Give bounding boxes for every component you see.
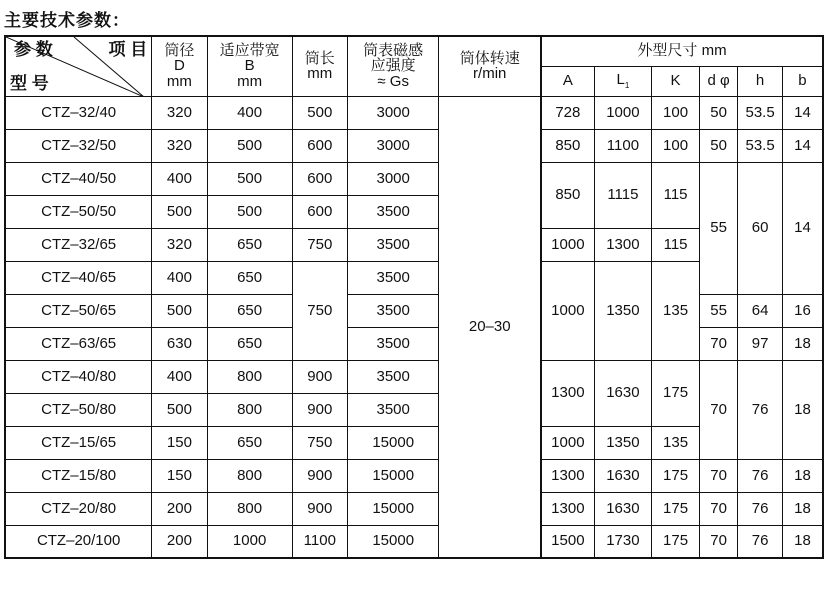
cell-field-strength: 3500 bbox=[347, 393, 438, 426]
cell-diameter: 630 bbox=[152, 327, 207, 360]
cell-diameter: 320 bbox=[152, 129, 207, 162]
cell-dim-h: 53.5 bbox=[738, 96, 783, 129]
cell-dim-a: 1000 bbox=[541, 426, 594, 459]
cell-dim-d: 55 bbox=[699, 162, 737, 294]
cell-dim-h: 53.5 bbox=[738, 129, 783, 162]
cell-field-strength: 3500 bbox=[347, 294, 438, 327]
cell-diameter: 320 bbox=[152, 228, 207, 261]
header-length: 筒长 mm bbox=[292, 36, 347, 96]
cell-dim-l1: 1630 bbox=[594, 459, 651, 492]
cell-dim-k: 115 bbox=[652, 162, 700, 228]
cell-length: 750 bbox=[292, 228, 347, 261]
cell-dim-b: 18 bbox=[782, 360, 823, 459]
cell-model: CTZ–40/80 bbox=[5, 360, 152, 393]
cell-dim-l1: 1100 bbox=[594, 129, 651, 162]
table-row bbox=[5, 327, 823, 360]
cell-belt-width: 500 bbox=[207, 195, 292, 228]
cell-field-strength: 3500 bbox=[347, 327, 438, 360]
cell-diameter: 500 bbox=[152, 294, 207, 327]
cell-dim-b: 18 bbox=[782, 525, 823, 558]
cell-field-strength: 3000 bbox=[347, 96, 438, 129]
cell-dim-a: 1300 bbox=[541, 459, 594, 492]
cell-model: CTZ–40/65 bbox=[5, 261, 152, 294]
cell-dim-l1: 1000 bbox=[594, 96, 651, 129]
cell-field-strength: 15000 bbox=[347, 459, 438, 492]
cell-diameter: 500 bbox=[152, 195, 207, 228]
cell-dim-k: 100 bbox=[652, 96, 700, 129]
cell-model: CTZ–32/50 bbox=[5, 129, 152, 162]
cell-belt-width: 1000 bbox=[207, 525, 292, 558]
cell-belt-width: 800 bbox=[207, 492, 292, 525]
cell-belt-width: 500 bbox=[207, 129, 292, 162]
cell-dim-b: 14 bbox=[782, 129, 823, 162]
table-row bbox=[5, 162, 823, 195]
cell-speed: 20–30 bbox=[439, 96, 541, 558]
cell-dim-h: 64 bbox=[738, 294, 783, 327]
technical-parameters-table bbox=[4, 35, 824, 559]
table-row bbox=[5, 459, 823, 492]
cell-diameter: 150 bbox=[152, 426, 207, 459]
cell-dim-h: 76 bbox=[738, 360, 783, 459]
cell-length: 600 bbox=[292, 129, 347, 162]
cell-belt-width: 500 bbox=[207, 162, 292, 195]
cell-dim-h: 76 bbox=[738, 492, 783, 525]
corner-item-label: 项 目 bbox=[108, 40, 148, 59]
cell-dim-l1: 1350 bbox=[594, 261, 651, 360]
cell-dim-k: 100 bbox=[652, 129, 700, 162]
cell-dim-k: 175 bbox=[652, 525, 700, 558]
cell-belt-width: 650 bbox=[207, 228, 292, 261]
header-diameter: 筒径 D mm bbox=[152, 36, 207, 96]
cell-dim-h: 76 bbox=[738, 459, 783, 492]
cell-dim-a: 1500 bbox=[541, 525, 594, 558]
cell-diameter: 200 bbox=[152, 525, 207, 558]
cell-field-strength: 3500 bbox=[347, 360, 438, 393]
cell-diameter: 150 bbox=[152, 459, 207, 492]
cell-dim-a: 850 bbox=[541, 129, 594, 162]
cell-dim-d: 50 bbox=[699, 129, 737, 162]
cell-dim-l1: 1630 bbox=[594, 492, 651, 525]
cell-dim-l1: 1300 bbox=[594, 228, 651, 261]
cell-length: 900 bbox=[292, 393, 347, 426]
cell-diameter: 200 bbox=[152, 492, 207, 525]
corner-model-label: 型 号 bbox=[10, 73, 49, 93]
cell-belt-width: 650 bbox=[207, 327, 292, 360]
cell-model: CTZ–50/65 bbox=[5, 294, 152, 327]
cell-model: CTZ–15/80 bbox=[5, 459, 152, 492]
cell-dim-l1: 1730 bbox=[594, 525, 651, 558]
cell-dim-h: 76 bbox=[738, 525, 783, 558]
cell-belt-width: 650 bbox=[207, 294, 292, 327]
cell-field-strength: 15000 bbox=[347, 492, 438, 525]
cell-dim-b: 18 bbox=[782, 459, 823, 492]
header-dim-a: A bbox=[541, 66, 594, 96]
header-dimensions: 外型尺寸 mm bbox=[541, 36, 823, 66]
cell-belt-width: 800 bbox=[207, 393, 292, 426]
corner-param-label: 参 数 bbox=[14, 40, 53, 59]
cell-diameter: 400 bbox=[152, 360, 207, 393]
cell-diameter: 400 bbox=[152, 261, 207, 294]
header-speed: 筒体转速 r/min bbox=[439, 36, 541, 96]
cell-field-strength: 3500 bbox=[347, 261, 438, 294]
cell-model: CTZ–40/50 bbox=[5, 162, 152, 195]
cell-length: 900 bbox=[292, 360, 347, 393]
cell-model: CTZ–63/65 bbox=[5, 327, 152, 360]
cell-dim-d: 70 bbox=[699, 492, 737, 525]
cell-belt-width: 800 bbox=[207, 360, 292, 393]
cell-dim-k: 175 bbox=[652, 360, 700, 426]
cell-dim-d: 70 bbox=[699, 525, 737, 558]
cell-belt-width: 650 bbox=[207, 261, 292, 294]
cell-belt-width: 800 bbox=[207, 459, 292, 492]
cell-dim-a: 850 bbox=[541, 162, 594, 228]
section-title: 主要技术参数： bbox=[4, 11, 130, 30]
cell-field-strength: 3000 bbox=[347, 162, 438, 195]
header-field-strength: 筒表磁感 应强度 ≈ Gs bbox=[347, 36, 438, 96]
cell-length: 600 bbox=[292, 195, 347, 228]
cell-dim-k: 175 bbox=[652, 492, 700, 525]
corner-header bbox=[5, 36, 152, 96]
cell-dim-l1: 1630 bbox=[594, 360, 651, 426]
cell-dim-d: 70 bbox=[699, 459, 737, 492]
cell-field-strength: 3500 bbox=[347, 195, 438, 228]
cell-field-strength: 3500 bbox=[347, 228, 438, 261]
cell-dim-k: 135 bbox=[652, 426, 700, 459]
cell-model: CTZ–15/65 bbox=[5, 426, 152, 459]
cell-belt-width: 400 bbox=[207, 96, 292, 129]
cell-dim-k: 135 bbox=[652, 261, 700, 360]
header-dim-h: h bbox=[738, 66, 783, 96]
cell-diameter: 400 bbox=[152, 162, 207, 195]
table-row bbox=[5, 525, 823, 558]
cell-dim-b: 16 bbox=[782, 294, 823, 327]
cell-dim-l1: 1115 bbox=[594, 162, 651, 228]
cell-dim-a: 1000 bbox=[541, 228, 594, 261]
cell-field-strength: 15000 bbox=[347, 426, 438, 459]
cell-field-strength: 3000 bbox=[347, 129, 438, 162]
cell-dim-a: 1000 bbox=[541, 261, 594, 360]
cell-dim-d: 70 bbox=[699, 327, 737, 360]
header-dim-d: d φ bbox=[699, 66, 737, 96]
table-row bbox=[5, 294, 823, 327]
cell-dim-k: 175 bbox=[652, 459, 700, 492]
table-row bbox=[5, 129, 823, 162]
cell-dim-a: 1300 bbox=[541, 360, 594, 426]
cell-model: CTZ–50/80 bbox=[5, 393, 152, 426]
cell-field-strength: 15000 bbox=[347, 525, 438, 558]
cell-dim-d: 55 bbox=[699, 294, 737, 327]
cell-model: CTZ–20/100 bbox=[5, 525, 152, 558]
cell-length: 600 bbox=[292, 162, 347, 195]
cell-length: 900 bbox=[292, 492, 347, 525]
header-dim-k: K bbox=[652, 66, 700, 96]
cell-model: CTZ–32/65 bbox=[5, 228, 152, 261]
cell-dim-a: 1300 bbox=[541, 492, 594, 525]
header-dim-b: b bbox=[782, 66, 823, 96]
cell-dim-h: 60 bbox=[738, 162, 783, 294]
cell-dim-b: 18 bbox=[782, 327, 823, 360]
cell-dim-b: 14 bbox=[782, 162, 823, 294]
cell-dim-d: 50 bbox=[699, 96, 737, 129]
cell-model: CTZ–20/80 bbox=[5, 492, 152, 525]
cell-length: 750 bbox=[292, 261, 347, 360]
cell-length: 750 bbox=[292, 426, 347, 459]
cell-model: CTZ–50/50 bbox=[5, 195, 152, 228]
cell-model: CTZ–32/40 bbox=[5, 96, 152, 129]
cell-length: 1100 bbox=[292, 525, 347, 558]
cell-belt-width: 650 bbox=[207, 426, 292, 459]
cell-length: 500 bbox=[292, 96, 347, 129]
cell-dim-b: 18 bbox=[782, 492, 823, 525]
header-belt-width: 适应带宽 B mm bbox=[207, 36, 292, 96]
cell-dim-a: 728 bbox=[541, 96, 594, 129]
table-row bbox=[5, 360, 823, 393]
cell-diameter: 500 bbox=[152, 393, 207, 426]
cell-dim-b: 14 bbox=[782, 96, 823, 129]
cell-dim-l1: 1350 bbox=[594, 426, 651, 459]
cell-dim-h: 97 bbox=[738, 327, 783, 360]
header-dim-l1: $L_1$ bbox=[594, 66, 651, 96]
table-row bbox=[5, 492, 823, 525]
cell-dim-d: 70 bbox=[699, 360, 737, 459]
cell-dim-k: 115 bbox=[652, 228, 700, 261]
table-row bbox=[5, 96, 823, 129]
cell-length: 900 bbox=[292, 459, 347, 492]
cell-diameter: 320 bbox=[152, 96, 207, 129]
